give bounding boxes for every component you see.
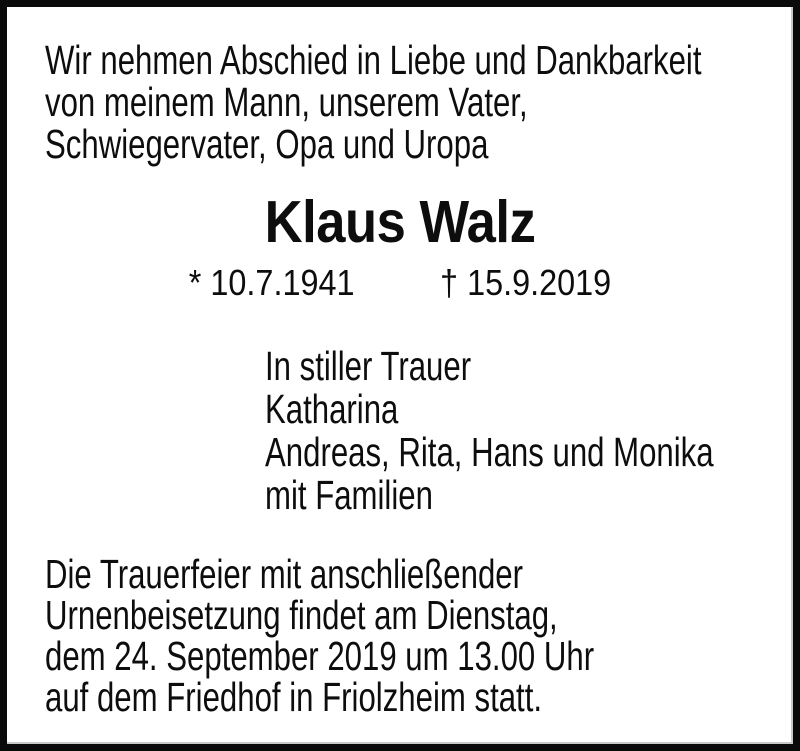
funeral-line: auf dem Friedhof in Friolzheim statt. — [45, 674, 543, 720]
life-dates — [46, 262, 753, 304]
mourners-line: Andreas, Rita, Hans und Monika — [265, 429, 714, 475]
funeral-line: dem 24. September 2019 um 13.00 Uhr — [45, 633, 595, 679]
opening-line: Schwiegervater, Opa und Uropa — [45, 121, 489, 167]
death-cross-symbol: † — [440, 262, 459, 303]
death-date — [440, 262, 611, 304]
mourners-line: mit Familien — [265, 472, 433, 518]
birth-date-value: 10.7.1941 — [210, 262, 355, 303]
funeral-info-paragraph — [45, 551, 595, 720]
birth-star-symbol: * — [188, 262, 202, 303]
opening-line: Wir nehmen Abschied in Liebe und Dankbarkeit — [45, 37, 702, 83]
mourners-line: Katharina — [265, 386, 399, 432]
funeral-line: Die Trauerfeier mit anschließender — [45, 551, 523, 597]
birth-date — [189, 262, 355, 304]
deceased-name: Klaus Walz — [264, 189, 536, 255]
mourners-line: In stiller Trauer — [265, 343, 472, 389]
opening-line: von meinem Mann, unserem Vater, — [45, 79, 528, 125]
death-date-value: 15.9.2019 — [467, 262, 612, 303]
opening-paragraph — [45, 39, 701, 165]
mourners-block — [265, 345, 714, 517]
funeral-line: Urnenbeisetzung findet am Dienstag, — [45, 592, 558, 638]
